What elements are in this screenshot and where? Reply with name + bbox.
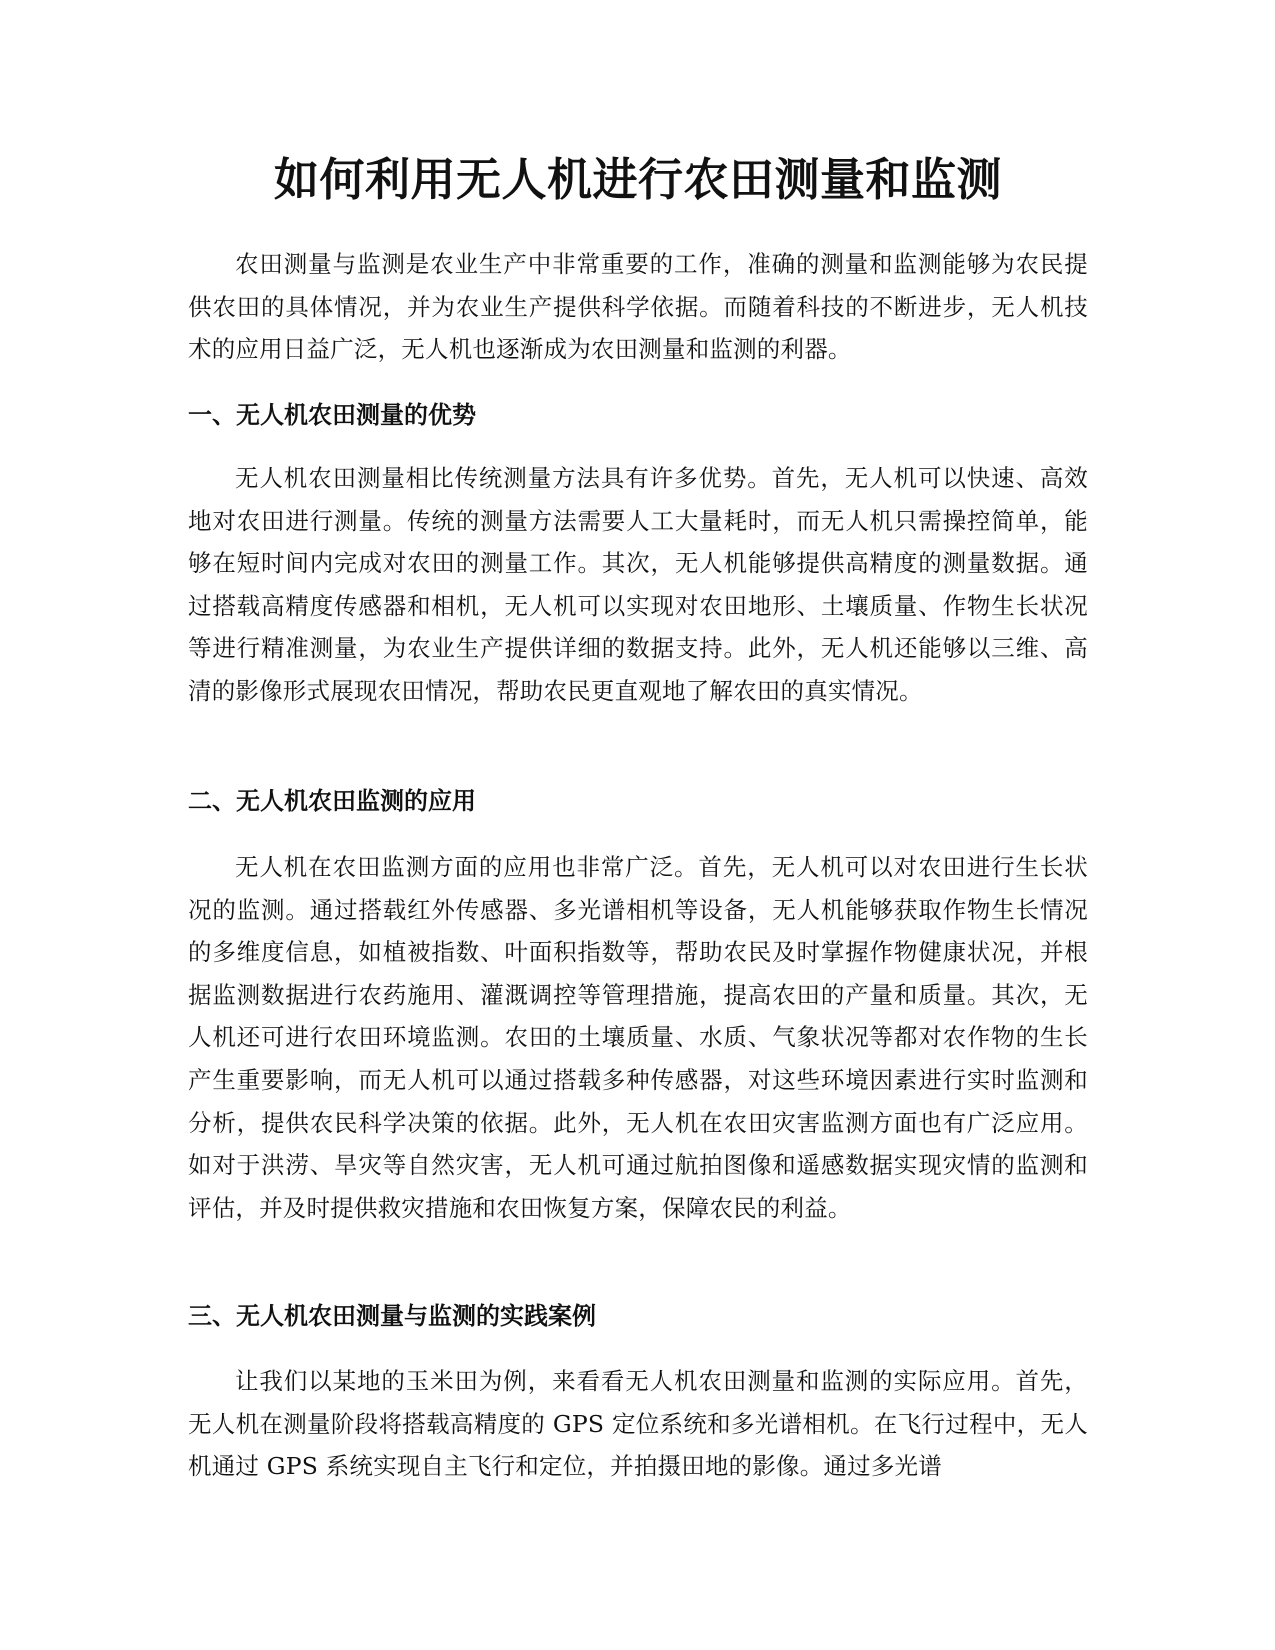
- document-title: 如何利用无人机进行农田测量和监测: [273, 153, 1002, 206]
- intro-paragraph: 农田测量与监测是农业生产中非常重要的工作，准确的测量和监测能够为农民提供农田的具体情况，并为农业生产提供科学依据。而随着科技的不断进步，无人机技术的应用日益广泛，无人机也逐渐成为农田测量和监测的利器。: [188, 250, 1088, 364]
- section-heading-applications: 二、无人机农田监测的应用: [188, 787, 476, 815]
- section-heading-advantages: 一、无人机农田测量的优势: [188, 401, 476, 429]
- section-body-case-study: 让我们以某地的玉米田为例，来看看无人机农田测量和监测的实际应用。首先，无人机在测量阶段将搭载高精度的 GPS 定位系统和多光谱相机。在飞行过程中，无人机通过 GPS 系统实现自主飞行和定位，并拍摄田地的影像。通过多光谱: [188, 1367, 1088, 1481]
- section-body-applications: 无人机在农田监测方面的应用也非常广泛。首先，无人机可以对农田进行生长状况的监测。通过搭载红外传感器、多光谱相机等设备，无人机能够获取作物生长情况的多维度信息，如植被指数、叶面积指数等，帮助农民及时掌握作物健康状况，并根据监测数据进行农药施用、灌溉调控等管理措施，提高农田的产量和质量。其次，无人机还可进行农田环境监测。农田的土壤质量、水质、气象状况等都对农作物的生长产生重要影响，而无人机可以通过搭载多种传感器，对这些环境因素进行实时监测和分析，提供农民科学决策的依据。此外，无人机在农田灾害监测方面也有广泛应用。如对于洪涝、旱灾等自然灾害，无人机可通过航拍图像和遥感数据实现灾情的监测和评估，并及时提供救灾措施和农田恢复方案，保障农民的利益。: [188, 853, 1088, 1222]
- document-page: [188, 0, 1088, 1650]
- section-body-advantages: 无人机农田测量相比传统测量方法具有许多优势。首先，无人机可以快速、高效地对农田进行测量。传统的测量方法需要人工大量耗时，而无人机只需操控简单，能够在短时间内完成对农田的测量工作。其次，无人机能够提供高精度的测量数据。通过搭载高精度传感器和相机，无人机可以实现对农田地形、土壤质量、作物生长状况等进行精准测量，为农业生产提供详细的数据支持。此外，无人机还能够以三维、高清的影像形式展现农田情况，帮助农民更直观地了解农田的真实情况。: [188, 464, 1088, 705]
- section-heading-case-study: 三、无人机农田测量与监测的实践案例: [188, 1302, 596, 1330]
